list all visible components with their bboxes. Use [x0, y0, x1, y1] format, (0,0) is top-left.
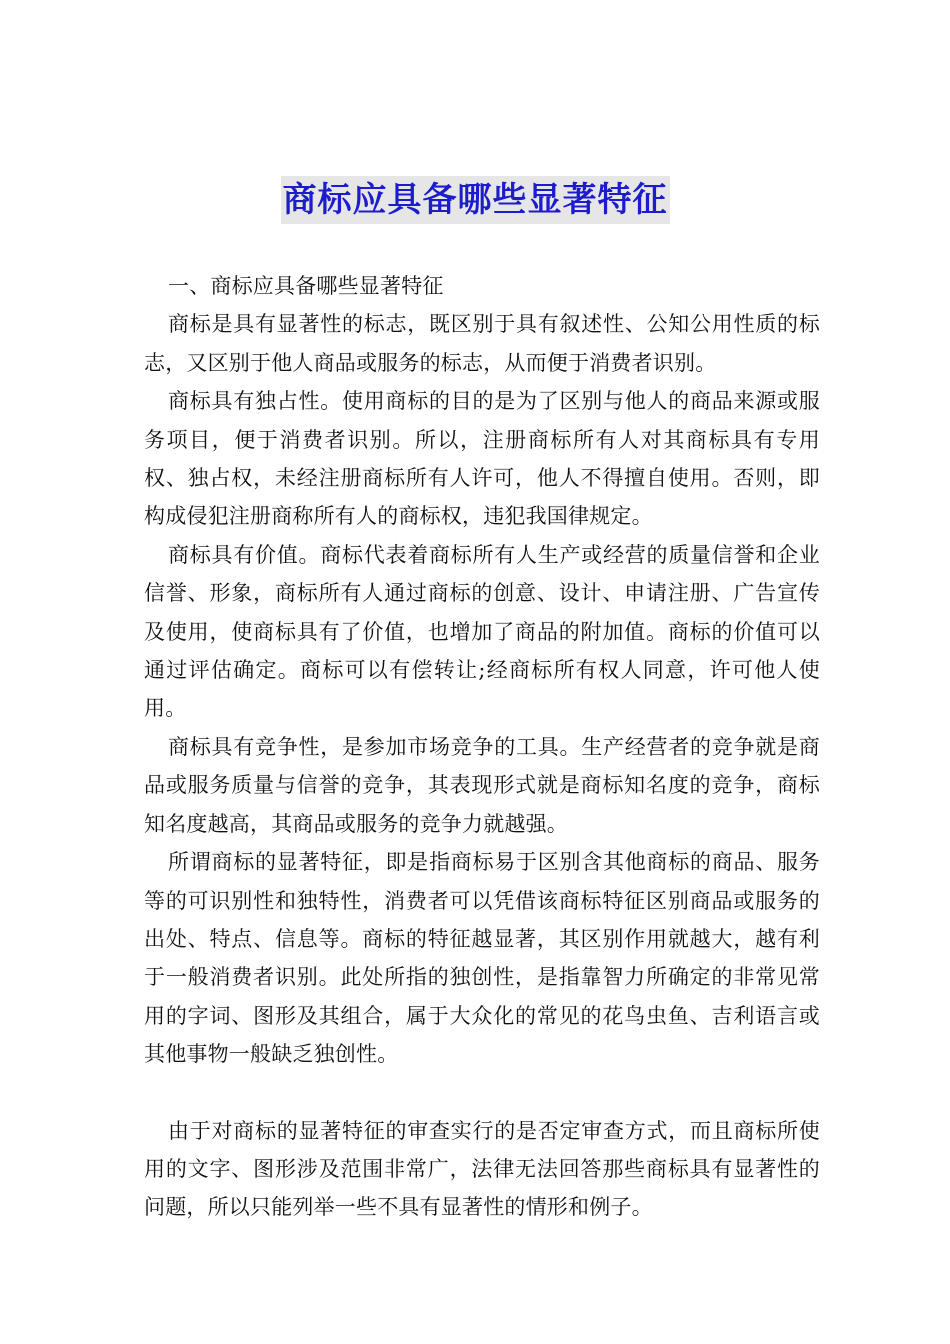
- document-body: [144, 267, 820, 1227]
- paragraph: 商标具有竞争性，是参加市场竞争的工具。生产经营者的竞争就是商品或服务质量与信誉的竞争，其表现形式就是商标知名度的竞争，商标知名度越高，其商品或服务的竞争力就越强。: [144, 734, 820, 836]
- paragraph: 所谓商标的显著特征，即是指商标易于区别含其他商标的商品、服务等的可识别性和独特性，消费者可以凭借该商标特征区别商品或服务的出处、特点、信息等。商标的特征越显著，其区别作用就越大，越有利于一般消费者识别。此处所指的独创性，是指靠智力所确定的非常见常用的字词、图形及其组合，属于大众化的常见的花鸟虫鱼、吉利语言或其他事物一般缺乏独创性。: [144, 850, 820, 1067]
- page-title: 商标应具备哪些显著特征: [281, 176, 670, 224]
- paragraph: 商标具有价值。商标代表着商标所有人生产或经营的质量信誉和企业信誉、形象，商标所有人通过商标的创意、设计、申请注册、广告宣传及使用，使商标具有了价值，也增加了商品的附加值。商标的价值可以通过评估确定。商标可以有偿转让;经商标所有权人同意，许可他人使用。: [144, 542, 820, 721]
- paragraph: 由于对商标的显著特征的审查实行的是否定审查方式，而且商标所使用的文字、图形涉及范围非常广，法律无法回答那些商标具有显著性的问题，所以只能列举一些不具有显著性的情形和例子。: [144, 1118, 820, 1220]
- paragraph: 商标是具有显著性的标志，既区别于具有叙述性、公知公用性质的标志，又区别于他人商品或服务的标志，从而便于消费者识别。: [144, 312, 820, 375]
- blank-line: [144, 1074, 820, 1112]
- section-heading: 一、商标应具备哪些显著特征: [168, 274, 444, 298]
- title-block: [0, 176, 950, 224]
- paragraph: 商标具有独占性。使用商标的目的是为了区别与他人的商品来源或服务项目，便于消费者识别。所以，注册商标所有人对其商标具有专用权、独占权，未经注册商标所有人许可，他人不得擅自使用。否则，即构成侵犯注册商称所有人的商标权，违犯我国律规定。: [144, 389, 820, 529]
